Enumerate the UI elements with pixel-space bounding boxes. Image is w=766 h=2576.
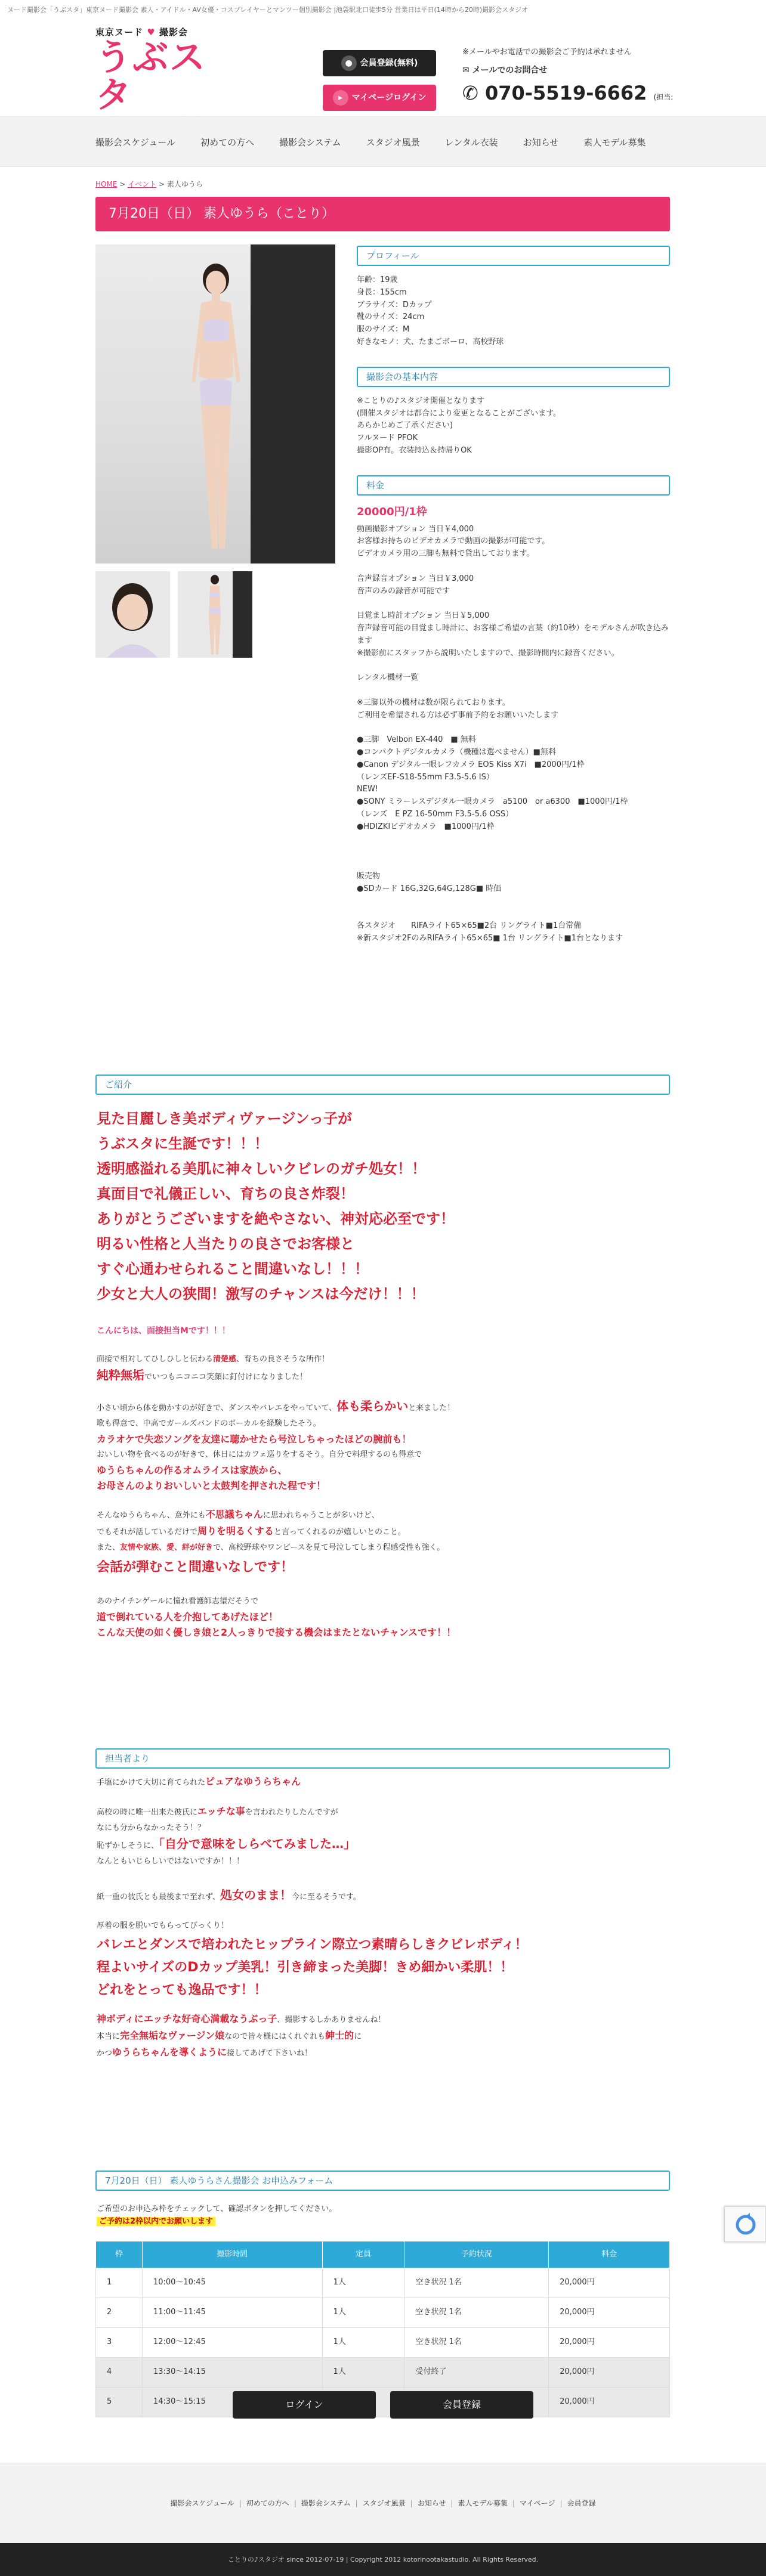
footer-link-system[interactable]: 撮影会システム [301, 2498, 351, 2507]
table-header-row: 枠 撮影時間 定員 予約状況 料金 [96, 2241, 670, 2268]
profile-heading: プロフィール [357, 246, 670, 266]
footer-link-register[interactable]: 会員登録 [567, 2498, 596, 2507]
table-row[interactable]: 1 10:00〜10:45 1人 空き状況 1名 20,000円 [96, 2268, 670, 2298]
footer-link-schedule[interactable]: 撮影会スケジュール [170, 2498, 234, 2507]
portrait-thumb [95, 571, 170, 658]
mail-contact-link[interactable]: ✉ メールでのお問合せ [462, 65, 548, 75]
table-row: 5 14:30〜15:15 20,000円 [96, 2388, 670, 2417]
table-row[interactable]: 3 12:00〜12:45 1人 空き状況 1名 20,000円 [96, 2328, 670, 2358]
heart-icon: ♥ [147, 27, 156, 38]
nav-model-recruit[interactable]: 素人モデル募集 [583, 137, 646, 148]
login-button[interactable]: ログイン [233, 2391, 376, 2419]
breadcrumb-current: 素人ゆうら [166, 180, 203, 188]
table-row: 4 13:30〜14:15 1人 受付終了 20,000円 [96, 2358, 670, 2388]
form-note: ご希望のお申込み枠をチェックして、確認ボタンを押してください。 ご予約は2枠以内でお願いします [97, 2205, 337, 2226]
pricing-text: 動画撮影オプション 当日￥4,000 お客様お持ちのビデオカメラで動画の撮影が可能です。 ビデオカメラ用の三脚も無料で貸出しております。 音声録音オプション 当日￥3,000 音声のみの録音が可能です 目覚まし時計オプション 当日￥5,000 音声録音可能の目覚まし時計に、お客様ご希望の言葉（約10秒）をモデルさんが吹き込みます ※撮影前にスタッフから説明いたしますので、撮影時間内に録音ください。 レンタル機材一覧 ※三脚以外の機材は数が限られております。 ご利用を希望される方は必ず事前予約をお願いいたします ●三脚 Velbon EX-440 ■ 無料 ●コンパクトデジタルカメラ（機種は選べません）■無料 ●Canon デジタル一眼レフカメラ EOS Kiss X7i ■2000円/1枠 （レンズEF-S18-55mm F3.5-5.6 IS） NEW! ●SONY ミラーレスデジタル一眼カメラ a5100 or a6300 ■1000円/1枠 （レンズ E PZ 16-50mm F3.5-5.6 OSS） ●HDIZKIビデオカメラ ■1000円/1枠 販売物 ●SDカード 16G,32G,64G,128G■ 時価 各スタジオ RIFAライト65×65■2台 リングライト■1台常備 ※新スタジオ2FのみRIFAライト65×65■ 1台 リングライト■1台となります [357, 524, 669, 943]
price: 20000円/1枠 [357, 505, 427, 518]
mail-icon: ✉ [462, 65, 470, 75]
staff-heading: 担当者より [95, 1748, 670, 1769]
mypage-login-button[interactable]: ▸ マイページログイン [323, 85, 436, 111]
phone-icon: ✆ [462, 82, 478, 105]
top-description: ヌード撮影会「うぶスタ」東京ヌード撮影会 素人・アイドル・AV女優・コスプレイヤーとマンツー個別撮影会 |池袋駅北口徒歩5分 営業日は平日(14時から20時)撮影会スタジオ [7, 6, 529, 14]
mail-note: ※メールやお電話での撮影会ご予約は承れません [462, 48, 632, 57]
register-button[interactable]: ● 会員登録(無料) [323, 50, 436, 76]
nav-first-time[interactable]: 初めての方へ [200, 137, 255, 148]
intro-body: 面接で相対してひしひしと伝わる清楚感、育ちの良さそうな所作！ 純粋無垢でいつもニコニコ笑顔に釘付けになりました！ 小さい頃から体を動かすのが好きで、ダンスやバレエをやっていて、体も柔らかいと来ました！ 歌も得意で、中高でガールズバンドのボーカルを経験したそう。 カラオケで失恋ソングを友達に聴かせたら号泣しちゃったほどの腕前も！ おいしい物を食べるのが好きで、休日にはカフェ巡りをするそう。自分で料理するのも得意で ゆうらちゃんの作るオムライスは家族から、 お母さんのよりおいしいと太鼓判を押された程です！ そんなゆうらちゃん、意外にも不思議ちゃんに思われちゃうことが多いけど、 でもそれが話しているだけで周りを明るくすると言ってくれるのが嬉しいとのこと。 また、友情や家族、愛、絆が好きで、高校野球やワンピースを見て号泣してしまう程感受性も強く。 会話が弾むこと間違いなしです！ あのナイチンゲールに憧れ看護師志望だそうで 道で倒れている人を介抱してあげたほど！ こんな天使の如く優しき娘と2人っきりで接する機会はまたとないチャンスです！！ [97, 1355, 456, 1639]
intro-big-line: うぶスタに生誕です！！！ [97, 1135, 268, 1152]
intro-lead: こんにちは、面接担当Mです！！！ [97, 1326, 230, 1336]
intro-big-line: ありがとうございますを絶やさない、神対応必至です！ [97, 1210, 455, 1227]
recaptcha-badge[interactable] [724, 2206, 766, 2242]
photo-background-door [251, 244, 335, 564]
model-figure [188, 256, 245, 555]
form-heading: 7月20日（日） 素人ゆうらさん撮影会 お申込みフォーム [95, 2171, 670, 2191]
basic-section [357, 367, 670, 457]
logo-small-right: 撮影会 [159, 27, 188, 38]
footer-link-studio[interactable]: スタジオ風景 [362, 2498, 406, 2507]
photo-thumbnail-2[interactable] [178, 571, 252, 658]
page-title: 7月20日（日） 素人ゆうら（ことり） [95, 197, 670, 231]
breadcrumb: HOME > イベント > 素人ゆうら [95, 180, 203, 188]
info-column [357, 246, 670, 963]
form-warning: ご予約は2枠以内でお願いします [97, 2217, 215, 2226]
footer-link-first-time[interactable]: 初めての方へ [246, 2498, 289, 2507]
intro-big-line: 透明感溢れる美肌に神々しいクビレのガチ処女！！ [97, 1160, 426, 1177]
nav-studio[interactable]: スタジオ風景 [366, 137, 420, 148]
pricing-section [357, 475, 670, 945]
copyright: ことりの♪スタジオ since 2012-07-19 | Copyright 2012 kotorinootakastudio. All Rights Reserved. [0, 2543, 766, 2576]
intro-section [97, 1106, 669, 1640]
staff-section: 手塩にかけて大切に育てられたピュアなゆうらちゃん 高校の時に唯一出来た彼氏にエッチな事を言われたりしたんですが なにも分からなかったそう！？ 恥ずかしそうに、「自分で意味をしらべてみました…」 なんともいじらしいではないですか！！！ 紙一重の彼氏とも最後まで至れず、処女のまま！今に至るそうです。 厚着の服を脱いでもらってびっくり！ バレエとダンスで培われたヒップライン際立つ素晴らしきクビレボディ！ 程よいサイズのDカップ美乳！引き締まった美脚！きめ細かい柔肌！！ どれをとっても逸品です！！ 神ボディにエッチな好奇心満載なうぶっ子、撮影するしかありませんね！ 本当に完全無垢なヴァージン娘なので皆々様にはくれぐれも紳士的に かつゆうらちゃんを導くように接してあげて下さいね！ [97, 1776, 528, 2058]
booking-table [95, 2241, 670, 2417]
member-register-button[interactable]: 会員登録 [390, 2391, 533, 2419]
login-icon: ▸ [333, 90, 348, 106]
intro-big-line: 少女と大人の狭間！激写のチャンスは今だけ！！！ [97, 1286, 425, 1302]
profile-text: 年齢：19歳 身長：155cm ブラサイズ：Dカップ 靴のサイズ：24cm 服のサイズ：M 好きなモノ：犬、たまごボーロ、高校野球 [357, 275, 504, 346]
intro-big-line: 明るい性格と人当たりの良さでお客様と [97, 1236, 354, 1252]
main-photo[interactable] [95, 244, 335, 564]
nav-news[interactable]: お知らせ [523, 137, 559, 148]
logo[interactable] [95, 25, 239, 125]
breadcrumb-home[interactable]: HOME [95, 180, 118, 188]
footer-link-model-recruit[interactable]: 素人モデル募集 [458, 2498, 508, 2507]
photo-thumbnail-1[interactable] [95, 571, 170, 658]
nav-rental[interactable]: レンタル衣装 [444, 137, 498, 148]
nav-system[interactable]: 撮影会システム [279, 137, 341, 148]
table-row[interactable]: 2 11:00〜11:45 1人 空き状況 1名 20,000円 [96, 2298, 670, 2328]
intro-big-line: 真面目で礼儀正しい、育ちの良さ炸裂！ [97, 1185, 354, 1202]
recaptcha-icon [725, 2207, 766, 2243]
basic-text: ※ことりの♪スタジオ開催となります (開催スタジオは都合により変更となることがございます。 あらかじめご了承ください) フルヌード PFOK 撮影OP有。衣装持込＆持帰りOK [357, 396, 561, 455]
footer-link-news[interactable]: お知らせ [417, 2498, 446, 2507]
logo-small-left: 東京ヌード [95, 27, 144, 38]
pricing-heading: 料金 [357, 475, 670, 496]
main-nav [0, 116, 766, 167]
fullbody-thumb [178, 571, 252, 658]
phone-number[interactable]: ✆ 070-5519-6662 (担当: [462, 82, 674, 105]
intro-big-line: 見た目麗しき美ボディヴァージンっ子が [97, 1110, 353, 1127]
header [0, 18, 766, 116]
intro-big-line: すぐ心通わせられること間違いなし！！！ [97, 1261, 369, 1277]
footer-link-mypage[interactable]: マイページ [519, 2498, 555, 2507]
basic-heading: 撮影会の基本内容 [357, 367, 670, 387]
profile-section [357, 246, 670, 349]
nav-schedule[interactable]: 撮影会スケジュール [95, 137, 176, 148]
intro-heading: ご紹介 [95, 1075, 670, 1095]
user-icon: ● [341, 55, 357, 71]
footer-nav: 撮影会スケジュール | 初めての方へ | 撮影会システム | スタジオ風景 | お知らせ | 素人モデル募集 | マイページ | 会員登録 [0, 2463, 766, 2543]
logo-main: うぶスタ [95, 37, 206, 116]
breadcrumb-event[interactable]: イベント [128, 180, 157, 188]
